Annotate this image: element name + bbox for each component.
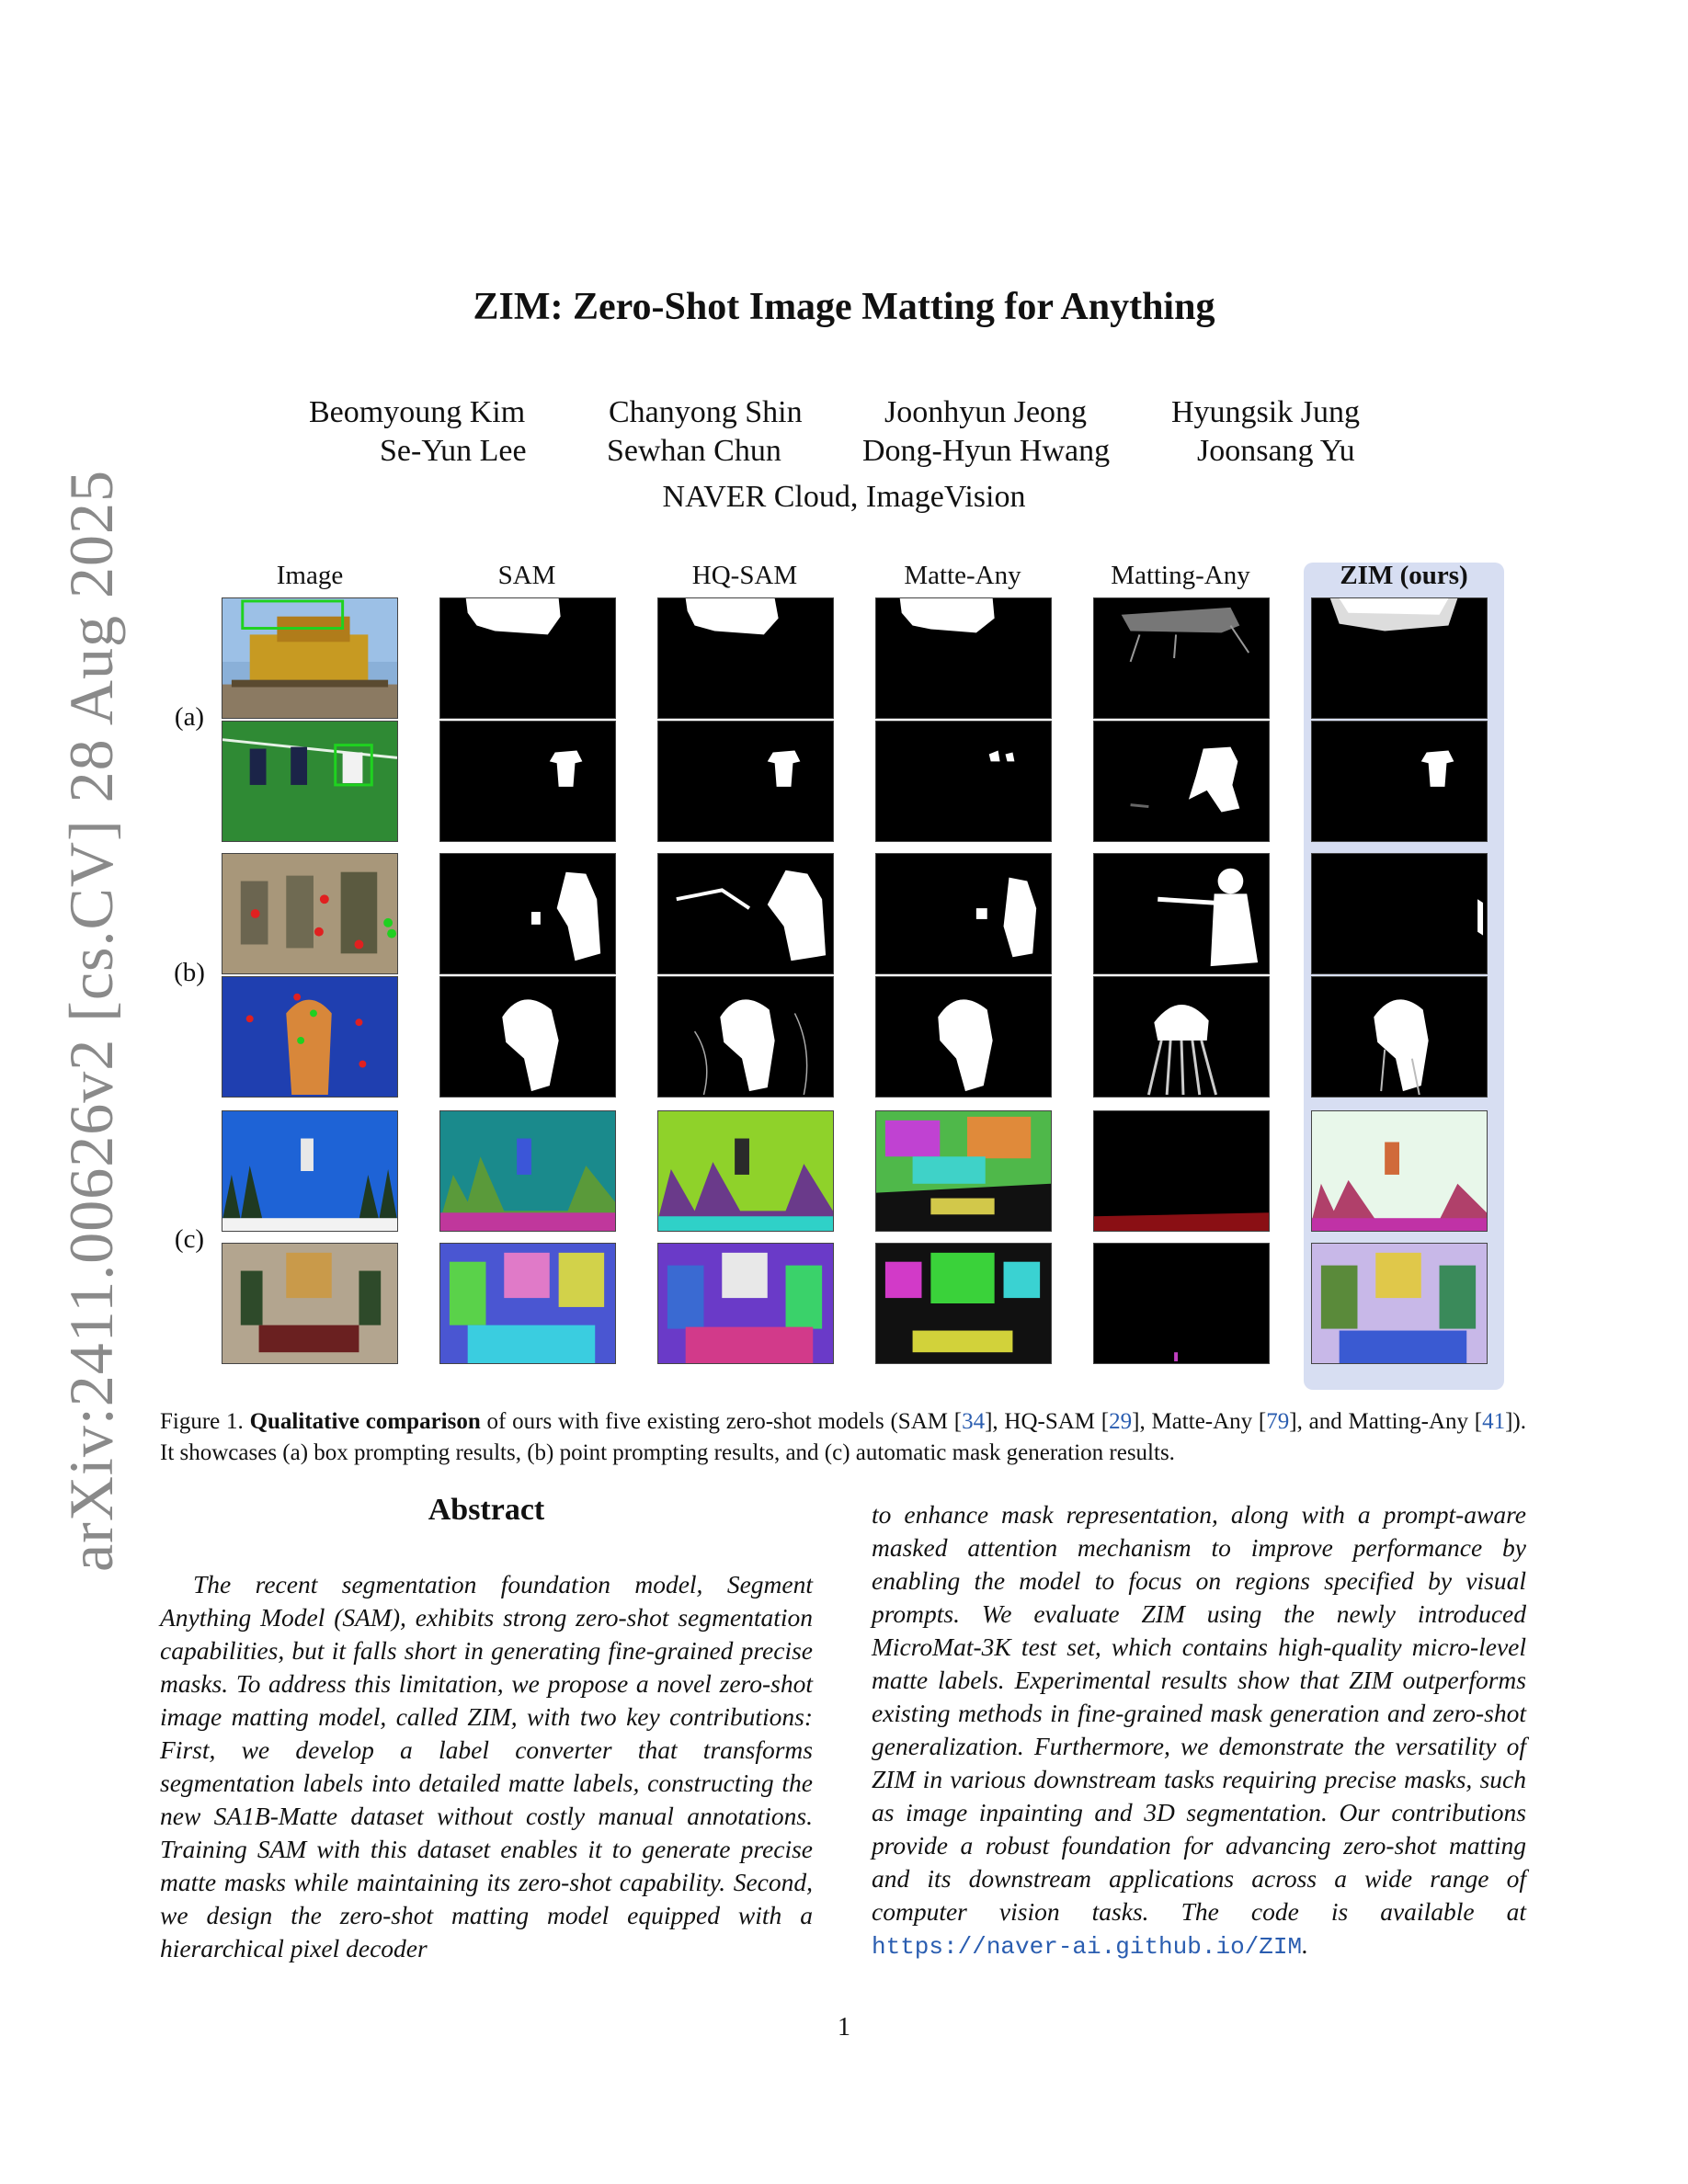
- figure-image-soccer: [222, 721, 398, 842]
- row-label-b: (b): [174, 958, 205, 987]
- caption-text: ], and Matting-Any [: [1289, 1409, 1483, 1434]
- figure-image-jellyfish: [222, 976, 398, 1098]
- figure-mask-sam-skier: [439, 1110, 616, 1232]
- figure-mask-matteany-livingroom: [875, 1243, 1052, 1364]
- paper-title: ZIM: Zero-Shot Image Matting for Anything: [473, 286, 1215, 328]
- caption-text: of ours with five existing zero-shot models (SAM [: [480, 1409, 963, 1434]
- row-label-c: (c): [174, 1224, 205, 1254]
- code-url-link[interactable]: https://naver-ai.github.io/ZIM: [872, 1933, 1303, 1961]
- abstract-left-column: The recent segmentation foundation model, Segment Anything Model (SAM), exhibits strong zero-shot segmentation capabilities, but it falls short in generating fine-grained precise masks. To address this limitation, we propose a novel zero-shot image matting model, called ZIM, with two key contributions: First, we develop a label converter that transforms segmentation labels into detailed matte labels, constructing the new SA1B-Matte dataset without costly manual annotations. Training SAM with this dataset enables it to generate precise matte masks while maintaining its zero-shot capability. Second, we design the zero-shot matting model equipped with a hierarchical pixel decoder: [160, 1570, 813, 1962]
- figure-image-skier: [222, 1110, 398, 1232]
- citation-link[interactable]: 34: [962, 1409, 986, 1434]
- figure-mask-zim-soccer: [1311, 721, 1488, 842]
- column-header-image: Image: [276, 561, 344, 590]
- citation-link[interactable]: 79: [1266, 1409, 1290, 1434]
- figure-mask-mattingany-soccer: [1093, 721, 1270, 842]
- figure-mask-hqsam-train: [657, 597, 834, 719]
- abstract-end: .: [1302, 1930, 1308, 1959]
- figure-mask-mattingany-skier: [1093, 1110, 1270, 1232]
- figure-mask-matteany-train: [875, 597, 1052, 719]
- figure-image-soldiers: [222, 853, 398, 974]
- citation-link[interactable]: 29: [1109, 1409, 1133, 1434]
- author-name: Se-Yun Lee: [380, 434, 527, 468]
- caption-text: ], Matte-Any [: [1132, 1409, 1267, 1434]
- caption-prefix: Figure 1.: [160, 1409, 244, 1434]
- figure-mask-zim-skier: [1311, 1110, 1488, 1232]
- figure-mask-matteany-skier: [875, 1110, 1052, 1232]
- figure-image-livingroom: [222, 1243, 398, 1364]
- column-header-matte-any: Matte-Any: [904, 561, 1021, 590]
- column-header-matting-any: Matting-Any: [1111, 561, 1250, 590]
- figure-caption: [160, 1406, 1526, 1469]
- figure-mask-hqsam-skier: [657, 1110, 834, 1232]
- abstract-right-column: [872, 1498, 1526, 1963]
- figure-mask-sam-soccer: [439, 721, 616, 842]
- author-name: Joonsang Yu: [1197, 434, 1355, 468]
- figure-mask-zim-soldiers: [1311, 853, 1488, 974]
- figure-mask-sam-soldiers: [439, 853, 616, 974]
- row-label-a: (a): [174, 702, 205, 732]
- abstract-heading: Abstract: [428, 1493, 545, 1527]
- figure-mask-hqsam-soldiers: [657, 853, 834, 974]
- caption-text: ], HQ-SAM [: [985, 1409, 1110, 1434]
- author-name: Sewhan Chun: [607, 434, 781, 468]
- author-name: Joonhyun Jeong: [884, 395, 1088, 429]
- figure-mask-matteany-jellyfish: [875, 976, 1052, 1098]
- abstract-right-text: to enhance mask representation, along with a prompt-aware masked attention mechanism to improve performance by enabling the model to focus on regions specified by visual prompts. We evaluate ZIM using the newly introduced MicroMat-3K test set, which contains high-quality micro-level matte labels. Experimental results show that ZIM outperforms existing methods in fine-grained mask generation and zero-shot generalization. Furthermore, we demonstrate the versatility of ZIM in various downstream tasks requiring precise masks, such as image inpainting and 3D segmentation. Our contributions provide a robust foundation for advancing zero-shot matting and its downstream applications across a wide range of computer vision tasks. The code is available at: [872, 1500, 1526, 1926]
- figure-image-train: [222, 597, 398, 719]
- figure-mask-mattingany-train: [1093, 597, 1270, 719]
- caption-bold: Qualitative comparison: [249, 1409, 481, 1434]
- column-header-hq-sam: HQ-SAM: [691, 561, 798, 590]
- figure-mask-matteany-soldiers: [875, 853, 1052, 974]
- figure-mask-sam-livingroom: [439, 1243, 616, 1364]
- figure-mask-zim-livingroom: [1311, 1243, 1488, 1364]
- arxiv-stamp: arXiv:2411.00626v2 [cs.CV] 28 Aug 2025: [56, 470, 126, 1572]
- figure-mask-sam-jellyfish: [439, 976, 616, 1098]
- caption-text: ]). It showcases (a) box prompting results, (b) point prompting results, and (c) automatic mask generation results.: [160, 1409, 1527, 1465]
- figure-mask-zim-jellyfish: [1311, 976, 1488, 1098]
- figure-mask-hqsam-soccer: [657, 721, 834, 842]
- figure-mask-mattingany-soldiers: [1093, 853, 1270, 974]
- figure-mask-zim-train: [1311, 597, 1488, 719]
- author-name: Dong-Hyun Hwang: [862, 434, 1111, 468]
- figure-mask-sam-train: [439, 597, 616, 719]
- author-name: Hyungsik Jung: [1171, 395, 1360, 429]
- figure-mask-mattingany-jellyfish: [1093, 976, 1270, 1098]
- figure-mask-hqsam-livingroom: [657, 1243, 834, 1364]
- figure-mask-hqsam-jellyfish: [657, 976, 834, 1098]
- affiliation: NAVER Cloud, ImageVision: [662, 480, 1026, 514]
- citation-link[interactable]: 41: [1482, 1409, 1506, 1434]
- page-number: 1: [838, 2013, 850, 2042]
- figure-mask-matteany-soccer: [875, 721, 1052, 842]
- author-name: Beomyoung Kim: [309, 395, 526, 429]
- column-header-zim: ZIM (ours): [1340, 561, 1468, 590]
- figure-mask-mattingany-livingroom: [1093, 1243, 1270, 1364]
- author-name: Chanyong Shin: [609, 395, 803, 429]
- column-header-sam: SAM: [497, 561, 556, 590]
